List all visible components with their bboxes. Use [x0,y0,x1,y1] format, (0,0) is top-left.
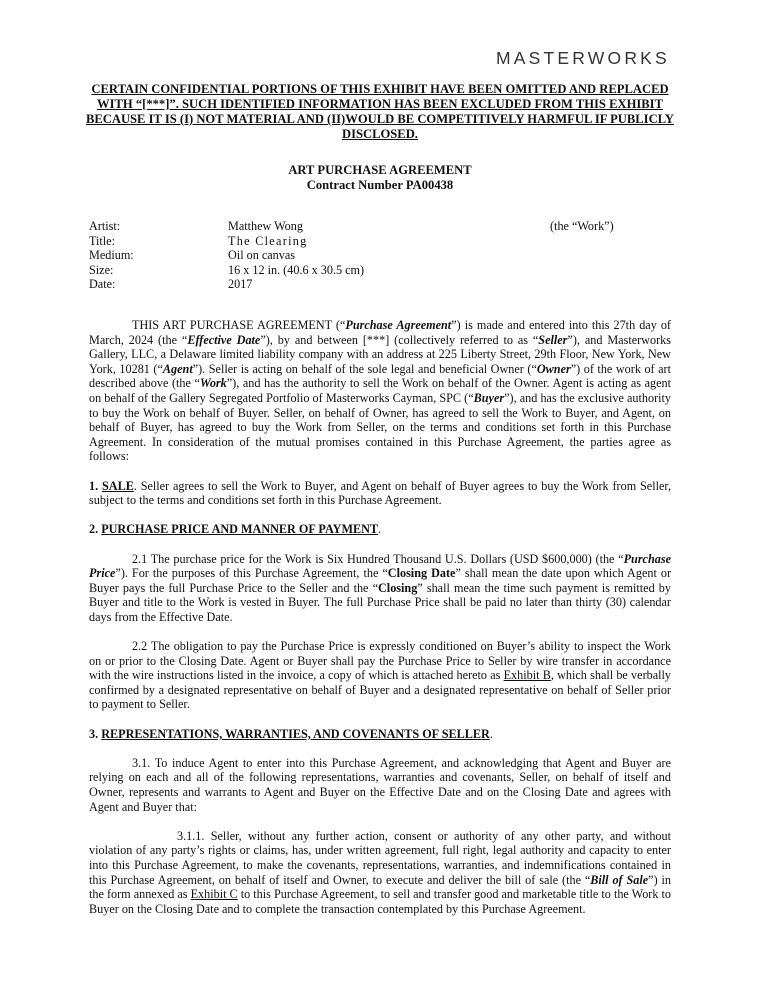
section-1-sale: 1. SALE. Seller agrees to sell the Work to Buyer, and Agent on behalf of Buyer agrees to buy the Work from Seller, subject to the terms and conditions set forth in this Purchase Agreement. [89,478,671,508]
exhibit-b-ref: Exhibit B [503,668,551,683]
exhibit-c-ref: Exhibit C [190,887,238,902]
info-value: The Clearing [228,233,308,248]
info-label: Title: [89,233,115,248]
section-heading: REPRESENTATIONS, WARRANTIES, AND COVENANTS OF SELLER [101,726,490,741]
work-info-row-date [89,277,679,292]
info-value: 16 x 12 in. (40.6 x 30.5 cm) [228,262,365,277]
work-info-row-artist [89,219,679,234]
work-info-row-size [89,263,679,278]
clause-2-1: 2.1 The purchase price for the Work is Six Hundred Thousand U.S. Dollars (USD $600,000) (the “Purchase Price”). For the purposes of this Purchase Agreement, the “Closing Date” shall mean the date upon which Agent or Buyer pays the full Purchase Price to the Seller and the “Closing” shall mean the time such payment is remitted by Buyer and title to the Work is vested in Buyer. The full Purchase Price shall be paid no later than thirty (30) calendar days from the Effective Date. [89,551,672,624]
agreement-body [89,318,671,931]
clause-3-1-1: 3.1.1. Seller, without any further action, consent or authority of any other party, and without violation of any party’s rights or claims, has, under written agreement, full right, legal authority and capacity to enter into this Purchase Agreement, to make the covenants, representations, warranties, and indemnifications contained in this Purchase Agreement, on behalf of itself and Owner, to execute and deliver the bill of sale (the “Bill of Sale”) in the form annexed as Exhibit C to this Purchase Agreement, to sell and transfer good and marketable title to the Work to Buyer on the Closing Date and to complete the transaction contemplated by this Purchase Agreement. [89,828,672,916]
work-info-table [89,219,679,292]
section-heading: SALE [101,478,134,493]
clause-2-2: 2.2 The obligation to pay the Purchase Price is expressly conditioned on Buyer’s ability to inspect the Work on or prior to the Closing Date. Agent or Buyer shall pay the Purchase Price to Seller by wire transfer in accordance with the wire instructions listed in the invoice, a copy of which is attached hereto as Exhibit B, which shall be verbally confirmed by a designated representative on behalf of Buyer and a designated representative on behalf of Seller prior to payment to Seller. [89,639,671,712]
info-label: Medium: [89,248,134,263]
clause-3-1: 3.1. To induce Agent to enter into this Purchase Agreement, and acknowledging that Agent and Buyer are relying on each and all of the following representations, warranties and covenants, Seller, on behalf of itself and Owner, represents and warrants to Agent and Buyer on the Effective Date and on the Closing Date and agrees with Agent and Buyer that: [89,755,671,814]
agreement-title [180,163,580,193]
intro-paragraph: THIS ART PURCHASE AGREEMENT (“Purchase Agreement”) is made and entered into this 27th day of March, 2024 (the “Effective Date”), by and between [***] (collectively referred to as “Seller”), and Masterworks Gallery, LLC, a Delaware limited liability company with an address at 225 Liberty Street, 29th Floor, New York, New York, 10281 (“Agent”). Seller is acting on behalf of the sole legal and beneficial Owner (“Owner”) of the work of art described above (the “Work”), and has the authority to sell the Work on behalf of the Owner. Agent is acting as agent on behalf of the Gallery Segregated Portfolio of Masterworks Cayman, SPC (“Buyer”), and has the exclusive authority to buy the Work on behalf of Buyer. Seller, on behalf of Owner, has agreed to sell the Work to Buyer, and Agent, on behalf of Buyer, has agreed to buy the Work from Seller, on the terms and conditions set forth in this Purchase Agreement. In consideration of the mutual promises contained in this Purchase Agreement, the parties agree as follows: [89,318,672,464]
info-value: Matthew Wong [228,219,303,233]
work-info-row-medium [89,248,679,263]
section-3-heading: 3. REPRESENTATIONS, WARRANTIES, AND COVENANTS OF SELLER. [89,726,493,741]
info-value: 2017 [228,277,253,292]
section-2-heading: 2. PURCHASE PRICE AND MANNER OF PAYMENT. [89,522,382,537]
work-info-row-title [89,234,679,249]
confidentiality-notice: CERTAIN CONFIDENTIAL PORTIONS OF THIS EXHIBIT HAVE BEEN OMITTED AND REPLACED WITH “[***]”. SUCH IDENTIFIED INFORMATION HAS BEEN EXCLUDED FROM THIS EXHIBIT BECAUSE IT IS (I) NOT MATERIAL AND (II)WOULD BE COMPETITIVELY HARMFUL IF PUBLICLY DISCLOSED. [85,82,675,141]
info-label: Artist: [89,219,121,233]
agreement-title-line: ART PURCHASE AGREEMENT [288,163,472,177]
masterworks-logo: MASTERWORKS [496,48,670,68]
info-label: Date: [89,277,116,292]
work-note: (the “Work”) [550,219,614,233]
contract-number: Contract Number PA00438 [306,178,454,192]
info-label: Size: [89,262,114,277]
info-value: Oil on canvas [228,248,296,263]
section-heading: PURCHASE PRICE AND MANNER OF PAYMENT [101,522,379,537]
